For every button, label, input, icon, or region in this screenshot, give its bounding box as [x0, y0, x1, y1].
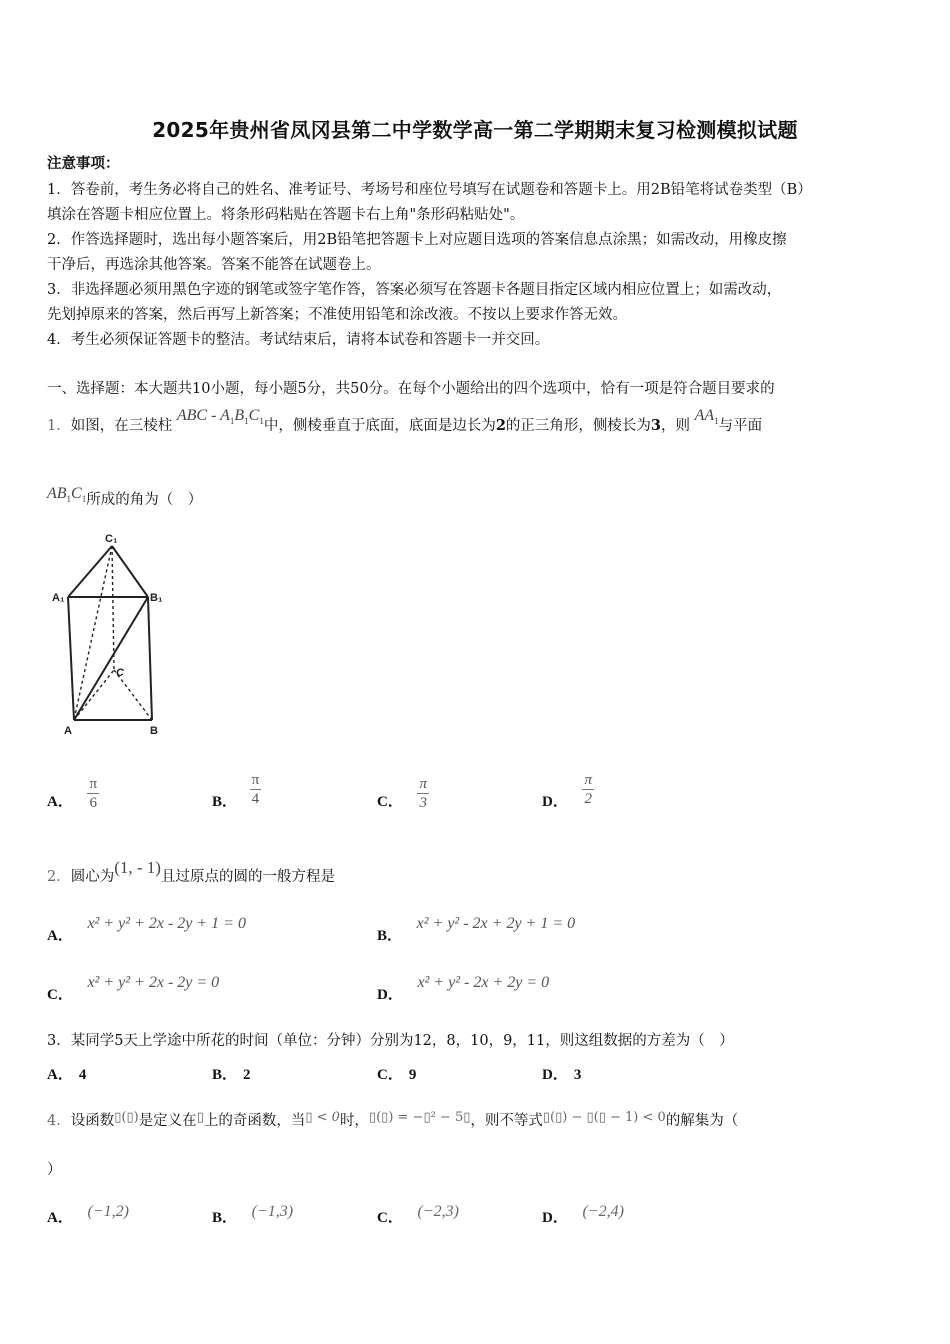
label-a: A	[64, 725, 72, 737]
q1-option-a[interactable]: A． $\frac{\pi}{6}$	[47, 776, 98, 811]
q1-option-c[interactable]: C． $\frac{\pi}{3}$	[377, 776, 427, 811]
question-4-close: ）	[47, 1162, 62, 1178]
question-number: 1．	[47, 418, 71, 434]
q4-option-a[interactable]: A． (−1,2)	[47, 1203, 129, 1226]
notice-line: 干净后，再选涂其他答案。答案不能答在试题卷上。	[47, 257, 381, 273]
page-title: 2025年贵州省凤冈县第二中学数学高一第二学期期末复习检测模拟试题	[152, 118, 798, 142]
question-1-line-2	[47, 485, 203, 509]
label-c1: C₁	[105, 533, 118, 545]
prism-name: ABC - $A_1B_1C_1$	[176, 407, 264, 426]
q2-option-b[interactable]: B． x² + y² - 2x + 2y + 1 = 0	[377, 915, 576, 944]
q1-text: 所成的角为（ ）	[86, 492, 203, 508]
notice-line: 填涂在答题卡相应位置上。将条形码粘贴在答题卡右上角"条形码粘贴处"。	[47, 207, 525, 223]
q2-option-d[interactable]: D． x² + y² - 2x + 2y = 0	[377, 974, 550, 1003]
q3-option-b[interactable]: B． 2	[212, 1067, 251, 1083]
circle-center: (1, - 1)	[114, 858, 161, 877]
question-2: 2．圆心为(1, - 1)且过原点的圆的一般方程是	[47, 858, 335, 885]
edge-c1-c	[112, 546, 114, 670]
question-4: 4．设函数▯(▯)是定义在▯上的奇函数，当▯ < 0时，▯(▯) = −▯² − 5▯，则不等式▯(▯) − ▯(▯ − 1) < 0的解集为（	[47, 1110, 739, 1129]
q3-option-a[interactable]: A． 4	[47, 1067, 87, 1083]
edge-c1-b1	[112, 546, 148, 597]
q1-option-d[interactable]: D． $\frac{\pi}{2}$	[542, 772, 592, 810]
question-1-line-1: 1．如图，在三棱柱 ABC - $A_1B_1C_1$中，侧棱垂直于底面，底面是边长为2的正三角形，侧棱长为3，则 $AA_1$与平面	[47, 407, 763, 434]
section-heading: 一、选择题：本大题共10小题，每小题5分，共50分。在每个小题给出的四个选项中，恰有一项是符合题目要求的	[47, 381, 775, 397]
q1-text: 中，侧棱垂直于底面，底面是边长为	[263, 418, 496, 434]
notice-line: 先划掉原来的答案，然后再写上新答案；不准使用铅笔和涂改液。不按以上要求作答无效。	[47, 307, 627, 323]
q3-option-d[interactable]: D． 3	[542, 1067, 582, 1083]
notice-line: 3．非选择题必须用黑色字迹的钢笔或签字笔作答，答案必须写在答题卡各题目指定区域内相应位置上；如需改动，	[47, 282, 782, 298]
edge-c1-a	[74, 546, 112, 720]
label-b: B	[150, 725, 158, 737]
q1-option-b[interactable]: B． $\frac{\pi}{4}$	[212, 772, 260, 810]
q2-option-a[interactable]: A． x² + y² + 2x - 2y + 1 = 0	[47, 915, 246, 944]
edge-a1-a	[68, 597, 74, 720]
label-a1: A₁	[52, 592, 65, 604]
prism-figure	[50, 530, 200, 740]
notice-line: 2．作答选择题时，选出每小题答案后，用2B铅笔把答题卡上对应题目选项的答案信息点涂黑；如需改动，用橡皮擦	[47, 232, 787, 248]
label-c: C	[116, 667, 124, 679]
label-b1: B₁	[150, 592, 163, 604]
plane-ab1c1: $AB_1C_1$	[47, 485, 87, 504]
q4-option-c[interactable]: C． (−2,3)	[377, 1203, 459, 1226]
notice-line: 4．考生必须保证答题卡的整洁。考试结束后，请将本试卷和答题卡一并交回。	[47, 332, 550, 348]
notice-heading: 注意事项：	[47, 155, 120, 172]
edge-c1-a1	[68, 546, 112, 597]
question-3: 3．某同学5天上学途中所花的时间（单位：分钟）分别为12，8，10，9，11，则这组数据的方差为（ ）	[47, 1033, 734, 1049]
edge-b1-b	[148, 597, 152, 720]
notice-line: 1．答卷前，考生务必将自己的姓名、准考证号、考场号和座位号填写在试题卷和答题卡上。用2B铅笔将试卷类型（B）	[47, 182, 812, 198]
edge-a-b1	[74, 597, 148, 720]
q1-text: 与平面	[718, 418, 763, 434]
edge-aa1: $AA_1$	[694, 407, 719, 426]
q1-text: ，则	[661, 418, 691, 434]
q4-option-d[interactable]: D． (−2,4)	[542, 1203, 624, 1226]
q2-option-c[interactable]: C． x² + y² + 2x - 2y = 0	[47, 974, 220, 1003]
q3-option-c[interactable]: C． 9	[377, 1067, 417, 1083]
q1-text: 如图，在三棱柱	[70, 418, 173, 434]
q4-option-b[interactable]: B． (−1,3)	[212, 1203, 294, 1226]
q1-text: 的正三角形，侧棱长为	[505, 418, 651, 434]
